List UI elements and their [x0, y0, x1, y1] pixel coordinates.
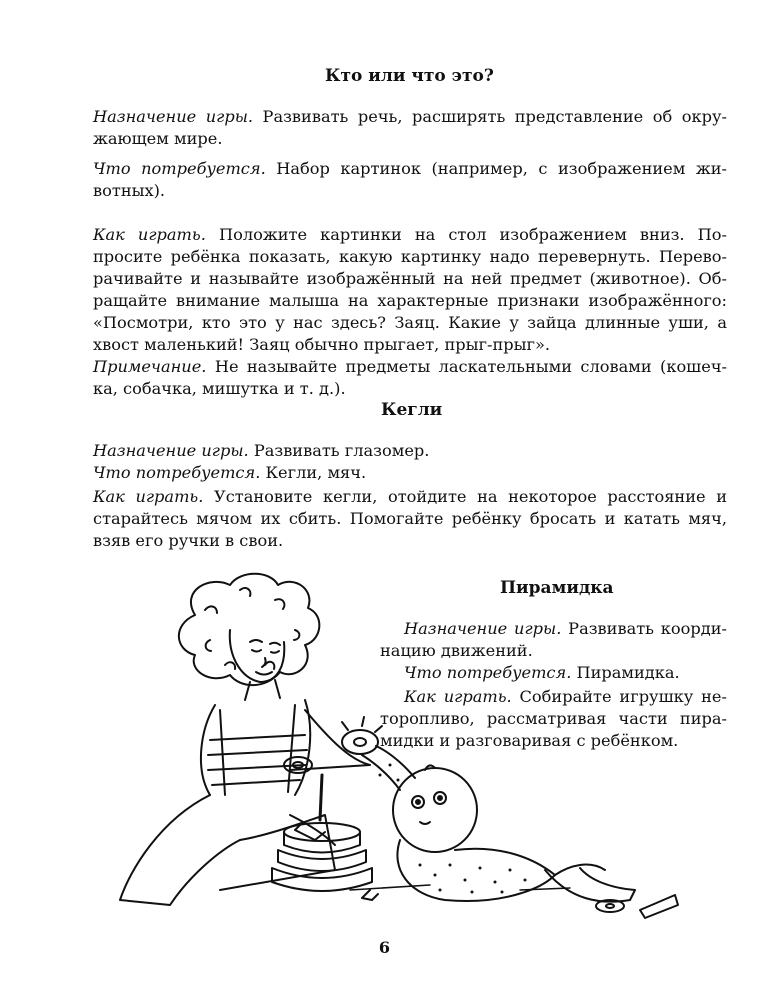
section-title-pyramid: Пирамидка [500, 578, 614, 598]
s1-line-5: Как играть. Положите картинки на стол изображением вниз. По- [93, 225, 728, 244]
s2-line-4: старайтесь мячом их сбить. Помогайте ребёнку бросать и катать мяч, [93, 509, 727, 528]
s1-line-4: вотных). [93, 181, 166, 200]
s3-line-4: Как играть. Собирайте игрушку не- [404, 687, 727, 706]
s3-line-2: нацию движений. [380, 641, 533, 660]
s3-line-6: мидки и разговаривая с ребёнком. [380, 731, 679, 750]
s1-note-line-2: ка, собачка, мишутка и т. д.). [93, 379, 346, 398]
s1-line-10: хвост маленький! Заяц обычно прыгает, прыг-прыг». [93, 335, 551, 354]
mother-baby-pyramid-illustration [100, 570, 700, 930]
section-title-skittles: Кегли [381, 400, 443, 420]
s3-line-3: Что потребуется. Пирамидка. [404, 663, 680, 682]
pyramid-cone [640, 895, 678, 918]
s1-line-8: ращайте внимание малыша на характерные признаки изображённого: [93, 291, 727, 310]
mother-figure [120, 574, 370, 905]
s1-note-line: Примечание. Не называйте предметы ласкательными словами (кошеч- [93, 357, 727, 376]
s2-line-3: Как играть. Установите кегли, отойдите на некоторое расстояние и [93, 487, 727, 506]
s1-line-3: Что потребуется. Набор картинок (например, с изображением жи- [93, 159, 727, 178]
page-number: 6 [378, 938, 391, 957]
s2-line-5: взяв его ручки в свои. [93, 531, 284, 550]
s1-line-9: «Посмотри, кто это у нас здесь? Заяц. Какие у зайца длинные уши, а [93, 313, 727, 332]
section-title-who-or-what: Кто или что это? [325, 66, 494, 86]
s1-line-6: просите ребёнка показать, какую картинку надо перевернуть. Перево- [93, 247, 727, 266]
s1-line-1: Назначение игры. Развивать речь, расширять представление об окру- [93, 107, 727, 126]
s1-line-7: рачивайте и называйте изображённый на ней предмет (животное). Об- [93, 269, 727, 288]
s2-line-2: Что потребуется. Кегли, мяч. [93, 463, 367, 482]
s3-line-5: торопливо, рассматривая части пира- [380, 709, 727, 728]
s2-line-1: Назначение игры. Развивать глазомер. [93, 441, 430, 460]
pyramid-ring-hole [606, 904, 614, 908]
s3-line-1: Назначение игры. Развивать коорди- [404, 619, 728, 638]
baby-figure [342, 717, 635, 902]
s1-line-2: жающем мире. [93, 129, 223, 148]
